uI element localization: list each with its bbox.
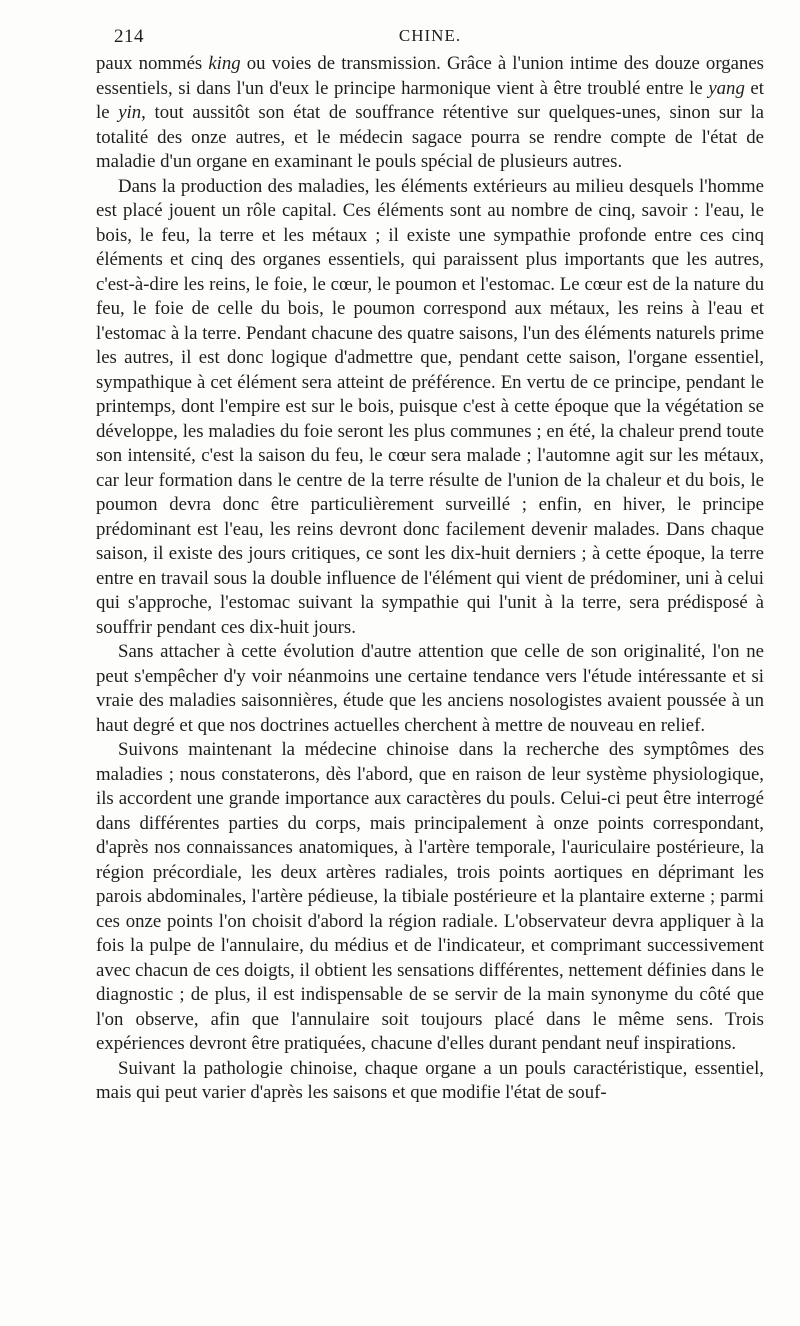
italic-term: yang: [708, 77, 745, 99]
text-run: et le: [96, 77, 764, 123]
text-run: Suivons maintenant la médecine chinoise dans la recherche des symptômes des maladies ; nous constaterons, dès l'abord, que en raison de leur système physiologique, ils accordent une grande importance aux caractères du pouls. Celui-ci peut être interrogé dans différentes parties du corps, mais principalement à onze points correspondant, d'après nos connaissances anatomiques, à l'artère temporale, l'auriculaire postérieure, la région précordiale, les deux artères radiales, trois points aortiques en déprimant les parois abdominales, l'artère pédieuse, la tibiale postérieure et la plantaire externe ; parmi ces onze points l'on choisit d'abord la région radiale. L'observateur devra appliquer à la fois la pulpe de l'annulaire, du médius et de l'indicateur, et comprimant successivement avec chacun de ces doigts, il obtient les sensations différentes, nettement définies dans le diagnostic ; de plus, il est indispensable de se servir de la main synonyme du côté que l'on observe, afin que l'annulaire soit toujours placé dans le même sens. Trois expériences devront être pratiquées, chacune d'elles durant pendant neuf inspirations.: [96, 739, 764, 1054]
running-head: [96, 22, 764, 52]
running-title: CHINE.: [398, 26, 462, 45]
italic-term: yin: [118, 102, 142, 123]
text-run: Dans la production des maladies, les éléments extérieurs au milieu desquels l'homme est placé jouent un rôle capital. Ces éléments sont au nombre de cinq, savoir : l'eau, le bois, le feu, la terre et les métaux ; il existe une sympathie profonde entre ces cinq éléments et cinq des organes essentiels, qui paraissent plus importants que les autres, c'est-à-dire les reins, le foie, le cœur, le poumon et l'estomac. Le cœur est de la nature du feu, le foie de celle du bois, le poumon correspond aux métaux, les reins à l'eau et l'estomac à la terre. Pendant chacune des quatre saisons, l'un des éléments naturels prime les autres, il est donc logique d'admettre que, pendant cette saison, l'organe essentiel, sympathique à cet élément sera atteint de préférence. En vertu de ce principe, pendant le printemps, dont l'empire est sur le bois, puisque c'est à cette époque que la végétation se développe, les maladies du foie seront les plus communes ; en été, la chaleur prend toute son intensité, c'est la saison du feu, le cœur sera malade ; l'automne agit sur les métaux, car leur formation dans le centre de la terre résulte de l'union de la chaleur et du bois, le poumon devra donc être particulièrement surveillé ; enfin, en hiver, le principe prédominant est l'eau, les reins devront donc facilement devenir malades. Dans chaque saison, il existe des jours critiques, ce sont les dix-huit derniers ; à cette époque, la terre entre en travail sous la double influence de l'élément qui vient de prédominer, uni à celui qui s'approche, l'estomac suivant la sympathie qui l'unit à la terre, sera prédisposé à souffrir pendant ces dix-huit jours.: [96, 175, 764, 638]
text-run: Suivant la pathologie chinoise, chaque organe a un pouls caractéristique, essentiel, mais qui peut varier d'après les saisons et que modifie l'état de souf-: [96, 1057, 764, 1103]
paragraph: [96, 52, 764, 175]
paragraph: [96, 640, 764, 738]
italic-term: king: [208, 53, 241, 74]
text-run: Sans attacher à cette évolution d'autre attention que celle de son originalité, l'on ne peut s'empêcher d'y voir néanmoins une certaine tendance vers l'étude intéressante et si vraie des maladies saisonnières, étude que les anciens nosologistes avaient poussée à un haut degré et que nos doctrines actuelles cherchent à mettre de nouveau en relief.: [96, 641, 764, 736]
paragraph: [96, 1057, 764, 1106]
paragraph: [96, 175, 764, 641]
text-run: ou voies de transmission. Grâce à l'union intime des douze organes essentiels, si dans l'un d'eux le principe harmonique vient à être troublé entre le: [96, 53, 764, 99]
paragraph: [96, 738, 764, 1057]
text-run: , tout aussitôt son état de souffrance rétentive sur quelques-unes, sinon sur la totalité des onze autres, et le médecin sagace pourra se rendre compte de l'état de maladie d'un organe en examinant le pouls spécial de plusieurs autres.: [96, 102, 764, 172]
page-number: 214: [114, 26, 144, 47]
page: [96, 22, 764, 1106]
body-text: [96, 52, 764, 1106]
text-run: paux nommés: [96, 53, 209, 74]
